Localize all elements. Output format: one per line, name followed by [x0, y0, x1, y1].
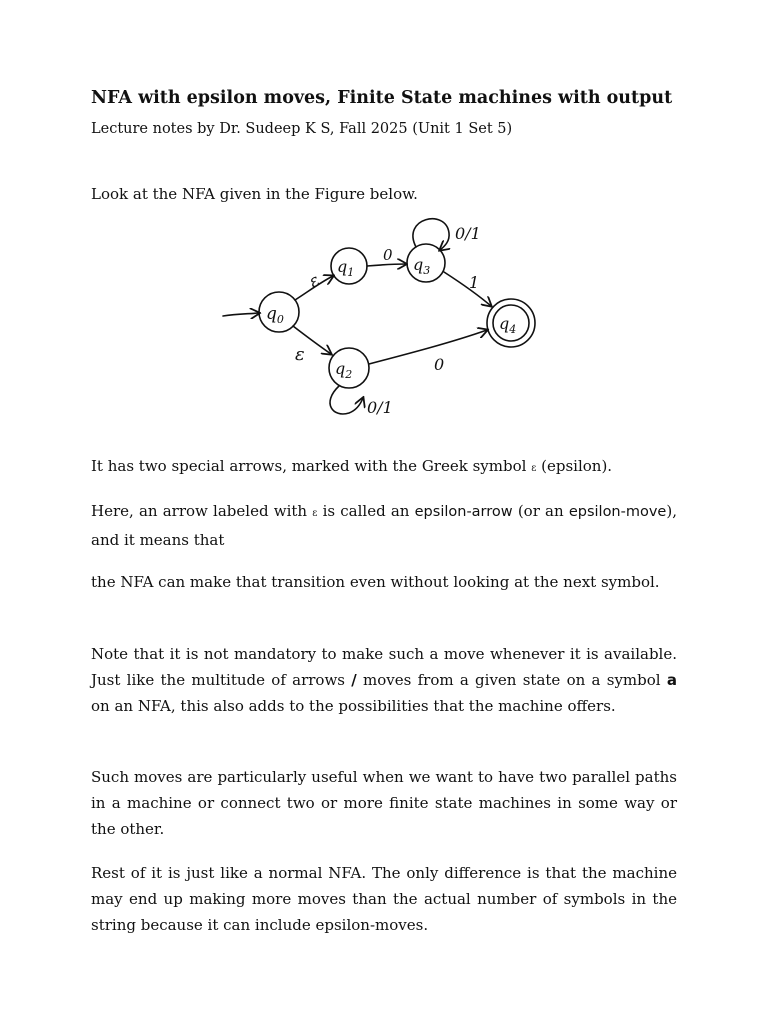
paragraph-epsilon-definition-text-4: ), and it means that — [91, 502, 677, 549]
edge-q2-q4 — [369, 330, 487, 364]
epsilon-symbol-inline: ε — [312, 508, 318, 519]
paragraph-rest-of-nfa: Rest of it is just like a normal NFA. The only difference is that the machine may end up making more moves than the actual number of symbols in the string because it can include epsilon-moves. — [91, 864, 677, 934]
intro-text: Look at the NFA given in the Figure below. — [91, 185, 418, 203]
state-q4-label: $q_4$ — [499, 314, 517, 336]
start-arrow — [223, 313, 259, 316]
paragraph-not-mandatory — [91, 641, 677, 719]
edge-label-q2-loop: 0/1 — [367, 398, 393, 417]
edge-label-q2-q4: 0 — [434, 355, 445, 374]
paragraph-epsilon-definition — [91, 498, 677, 553]
edge-label-q1-q3: 0 — [383, 246, 393, 264]
paragraph-not-mandatory-text-2: moves from a given state on a symbol — [356, 671, 667, 689]
paragraph-transition-meaning: the NFA can make that transition even without looking at the next symbol. — [91, 573, 660, 591]
paragraph-epsilon-definition-text-1: Here, an arrow labeled with — [91, 502, 313, 520]
paragraph-not-mandatory-text-3: on an NFA, this also adds to the possibilities that the machine offers. — [91, 697, 616, 715]
paragraph-epsilon-definition-text-2: is called an — [317, 502, 415, 520]
paragraph-parallel-paths: Such moves are particularly useful when we want to have two parallel paths in a machine or connect two or more finite state machines in some way or the other. — [91, 768, 677, 838]
nfa-diagram — [221, 208, 546, 423]
page-subtitle: Lecture notes by Dr. Sudeep K S, Fall 2025 (Unit 1 Set 5) — [91, 121, 513, 137]
state-q0-label: $q_0$ — [266, 304, 284, 326]
state-q2-label: $q_2$ — [335, 359, 353, 381]
edge-label-q3-loop: 0/1 — [455, 224, 481, 243]
paragraph-special-arrows-text-2: (epsilon). — [536, 457, 613, 475]
slash-symbol: / — [351, 671, 357, 689]
term-epsilon-move: epsilon-move — [568, 504, 667, 520]
paragraph-special-arrows — [91, 453, 677, 482]
edge-q1-q3 — [367, 264, 406, 266]
state-q1-label: $q_1$ — [337, 257, 355, 279]
paragraph-not-mandatory-text-1: Note that it is not mandatory to make such a move whenever it is available. Just like the multitude of arrows — [91, 645, 677, 689]
paragraph-epsilon-definition-text-3: (or an — [512, 502, 569, 520]
symbol-a: a — [666, 671, 677, 689]
edge-label-q3-q4: 1 — [469, 273, 480, 292]
term-epsilon-arrow: epsilon-arrow — [414, 504, 513, 520]
edge-q3-q4 — [444, 272, 491, 306]
edge-label-q0-q2: ε — [295, 344, 305, 365]
page-title: NFA with epsilon moves, Finite State machines with output — [91, 88, 673, 108]
paragraph-special-arrows-text-1: It has two special arrows, marked with the Greek symbol — [91, 457, 532, 475]
epsilon-symbol: ε — [531, 463, 537, 474]
edge-q2-loop — [330, 386, 363, 414]
edge-label-q0-q1: ε — [305, 270, 324, 293]
state-q3-label: $q_3$ — [413, 255, 431, 277]
